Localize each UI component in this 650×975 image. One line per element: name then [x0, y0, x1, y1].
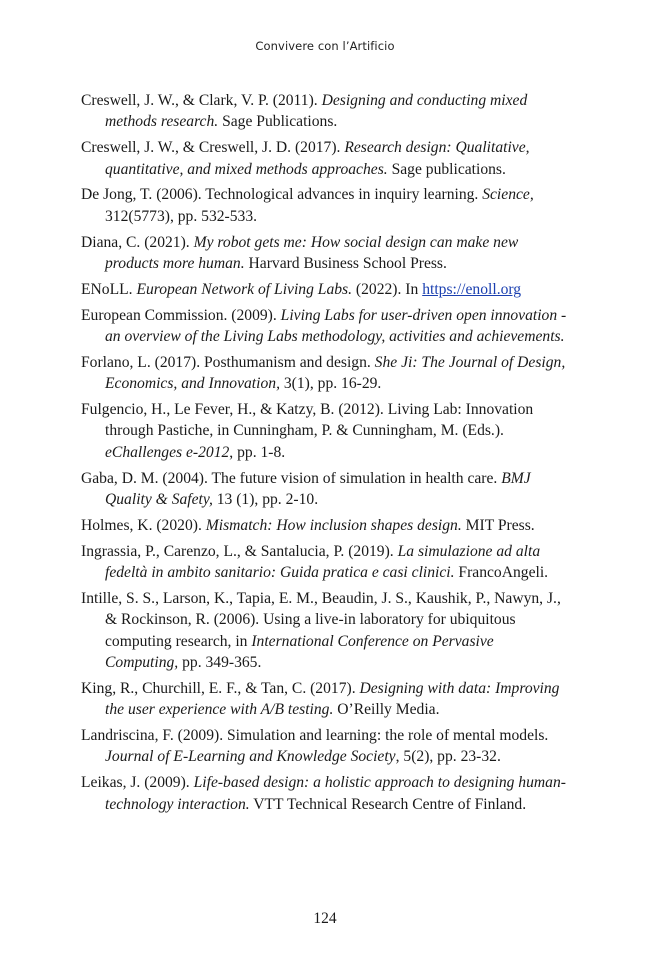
reference-entry [81, 515, 569, 536]
ref-text: , pp. 1-8. [229, 443, 286, 461]
ref-title: European Network of Living Labs. [136, 280, 353, 298]
ref-title: Designing and conducting mixed methods research. [105, 92, 528, 131]
reference-entry [81, 137, 569, 180]
ref-text: O’Reilly Media. [333, 701, 440, 719]
ref-text: 312(5773), pp. 532-533. [105, 207, 258, 225]
reference-entry [81, 90, 569, 133]
ref-text: Gaba, D. M. (2004). The future vision of simulation in health care. [81, 469, 502, 487]
ref-text: Forlano, L. (2017). Posthumanism and design. [81, 353, 375, 371]
ref-text: Sage Publications. [218, 113, 338, 131]
ref-text: Leikas, J. (2009). [81, 774, 194, 792]
reference-entry [81, 352, 569, 395]
reference-entry [81, 678, 569, 721]
reference-entry [81, 541, 569, 584]
ref-title: Science, [482, 186, 534, 204]
page-number: 124 [313, 910, 337, 927]
ref-text: Fulgencio, H., Le Fever, H., & Katzy, B. (2012). Living Lab: Innovation through Pastiche, in Cunningham, P. & Cunningham, M. (Eds.). [81, 401, 534, 440]
ref-text: Landriscina, F. (2009). Simulation and learning: the role of mental models. [81, 727, 549, 745]
ref-text: 3(1), pp. 16-29. [279, 375, 382, 393]
enoll-link[interactable]: https://enoll.org [422, 280, 522, 298]
ref-text: Creswell, J. W., & Clark, V. P. (2011). [81, 92, 322, 109]
reference-entry [81, 588, 569, 674]
reference-entry [81, 232, 569, 275]
ref-text: , 5(2), pp. 23-32. [395, 748, 501, 766]
ref-text: FrancoAngeli. [454, 564, 549, 582]
ref-title: Life-based design: a holistic approach to designing human-technology interaction. [105, 774, 566, 813]
reference-entry [81, 725, 569, 768]
running-header: Convivere con l’Artificio [255, 39, 395, 53]
ref-title: Designing with data: Improving the user experience with A/B testing. [105, 679, 560, 719]
reference-entry [81, 184, 569, 227]
ref-title: Mismatch: How inclusion shapes design. [205, 516, 462, 534]
reference-entry [81, 772, 569, 815]
reference-entry [81, 399, 569, 463]
ref-title: She Ji: The Journal of Design, Economics, and Innovation, [105, 353, 566, 393]
ref-text: King, R., Churchill, E. F., & Tan, C. (2017). [81, 679, 360, 697]
ref-text: Ingrassia, P., Carenzo, L., & Santalucia, P. (2019). [81, 542, 398, 560]
ref-text: VTT Technical Research Centre of Finland. [249, 795, 527, 813]
ref-text: De Jong, T. (2006). Technological advances in inquiry learning. [81, 186, 483, 204]
ref-text: (2022). In [352, 280, 423, 298]
ref-title: International Conference on Pervasive Computing, [105, 632, 494, 672]
ref-title: My robot gets me: How social design can make new products more human. [105, 233, 519, 273]
ref-title: Journal of E-Learning and Knowledge Society [105, 748, 396, 766]
ref-text: MIT Press. [461, 516, 535, 534]
ref-text: Diana, C. (2021). [81, 233, 194, 251]
ref-title: Living Labs for user-driven open innovation - an overview of the Living Labs methodology, activities and achievements. [105, 306, 567, 346]
reference-list [81, 90, 569, 819]
ref-text: ENoLL. [81, 280, 137, 298]
reference-entry [81, 279, 569, 300]
ref-text: 13 (1), pp. 2-10. [212, 491, 319, 509]
ref-text: Intille, S. S., Larson, K., Tapia, E. M., Beaudin, J. S., Kaushik, P., Nawyn, J., & Rockinson, R. (2006). Using a live-in laboratory for ubiquitous computing research, in [81, 589, 561, 650]
ref-text: Creswell, J. W., & Creswell, J. D. (2017). [81, 139, 345, 157]
ref-text: European Commission. (2009). [81, 306, 281, 324]
reference-entry [81, 468, 569, 511]
ref-title: BMJ Quality & Safety, [105, 469, 531, 509]
ref-title: La simulazione ad alta fedeltà in ambito sanitario: Guida pratica e casi clinici. [105, 542, 541, 582]
ref-title: Research design: Qualitative, quantitative, and mixed methods approaches. [105, 139, 530, 178]
ref-title: eChallenges e-2012 [105, 443, 230, 461]
ref-text: Sage publications. [387, 160, 506, 178]
ref-text: Holmes, K. (2020). [81, 516, 206, 534]
ref-text: pp. 349-365. [178, 654, 262, 672]
reference-entry [81, 305, 569, 348]
ref-text: Harvard Business School Press. [244, 255, 447, 273]
